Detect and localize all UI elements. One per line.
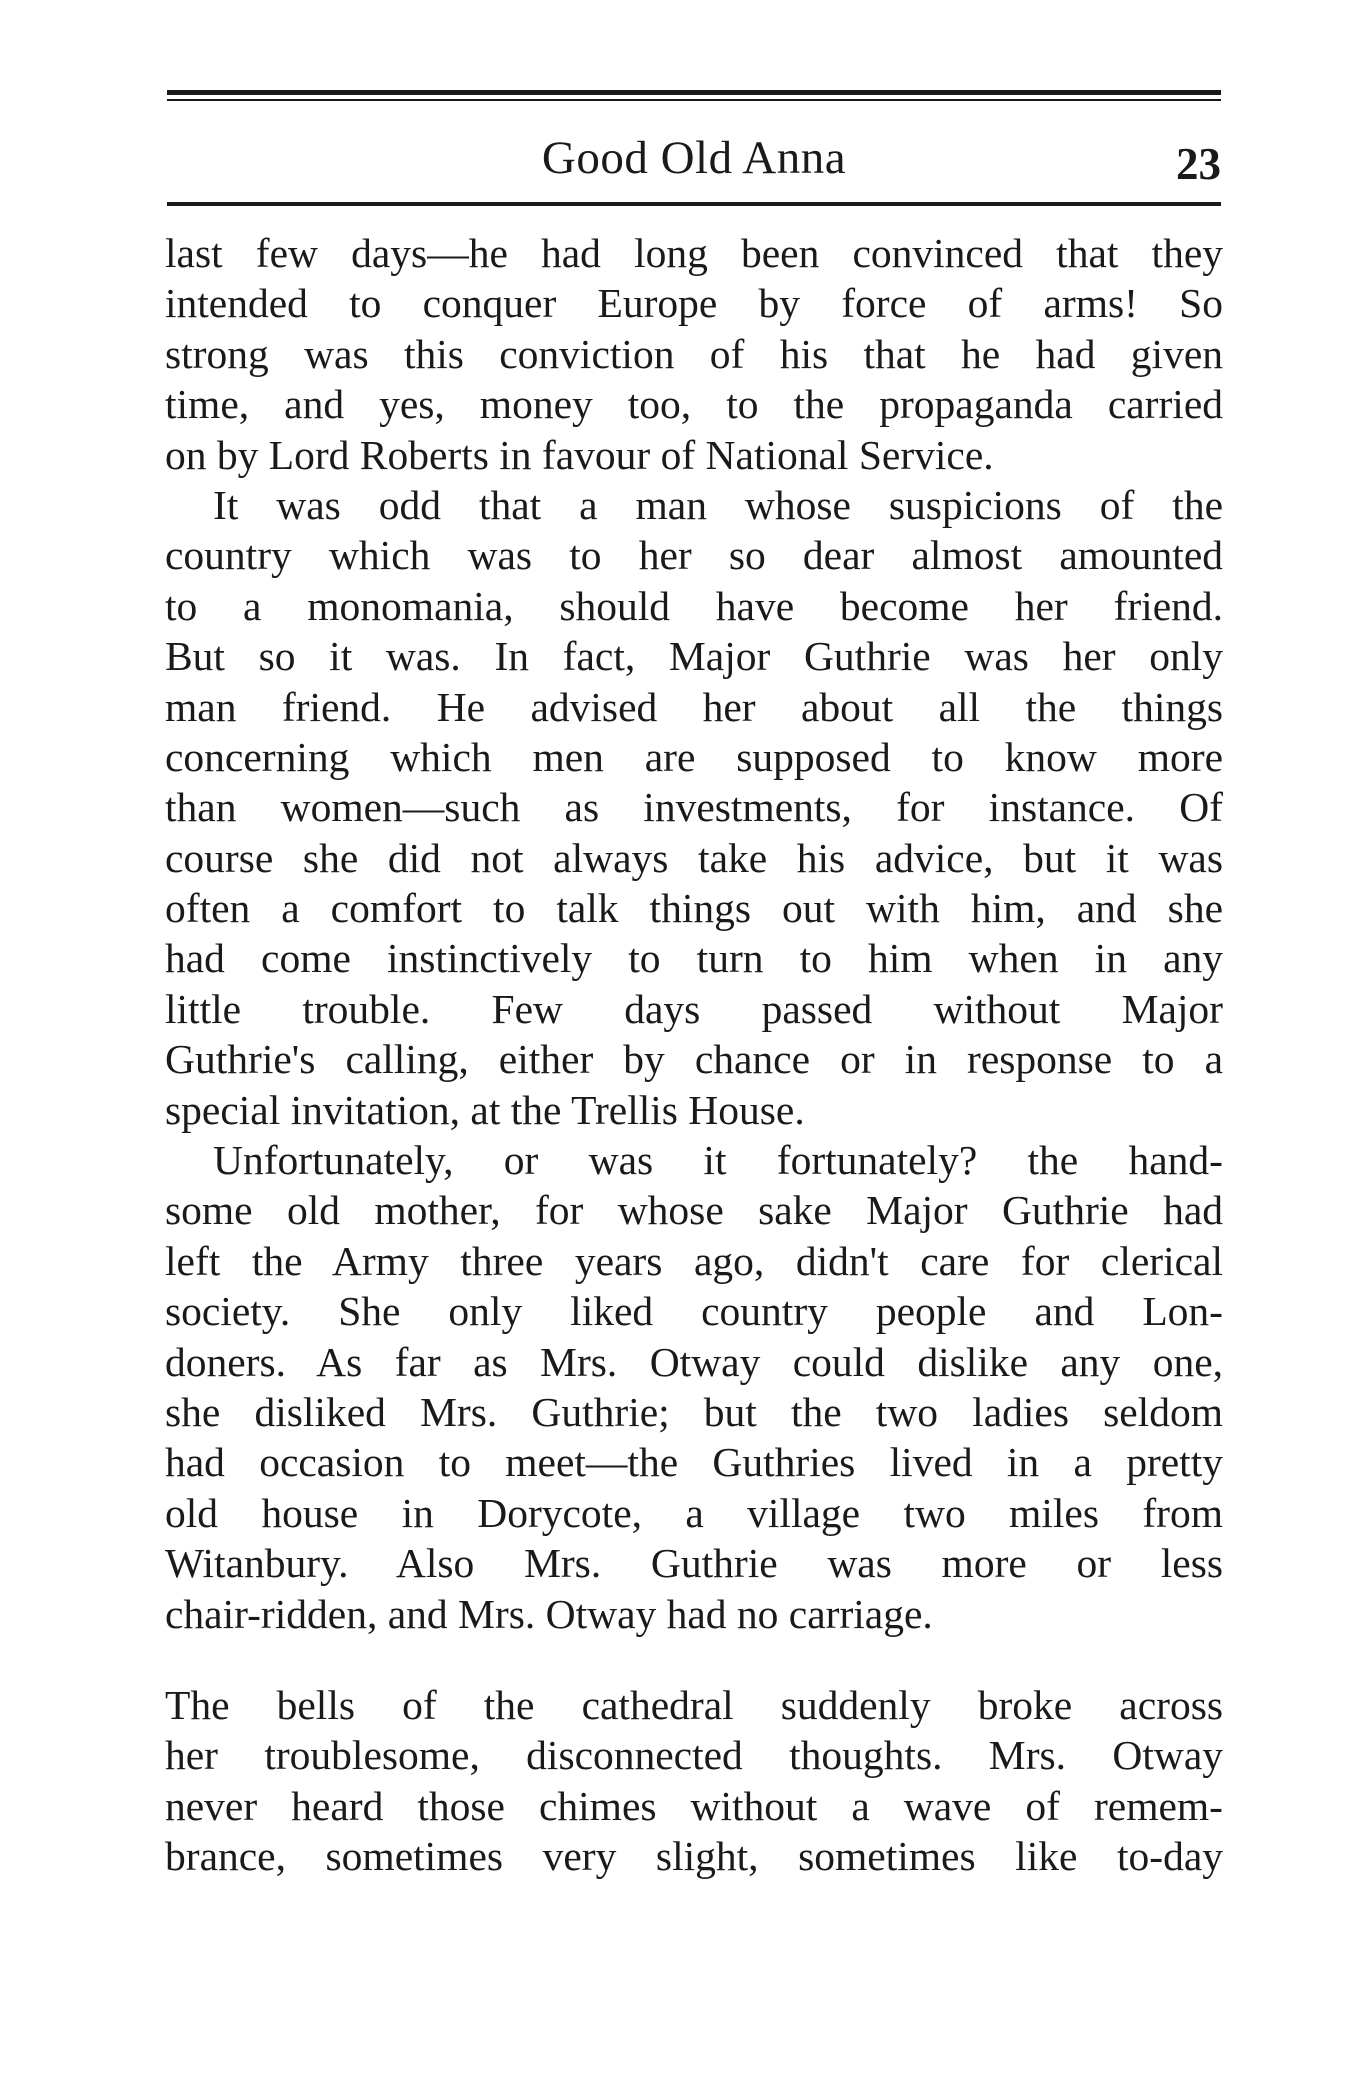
text-line: Witanbury. Also Mrs. Guthrie was more or less — [165, 1540, 1223, 1587]
text-line: society. She only liked country people and Lon- — [165, 1288, 1223, 1335]
text-line: some old mother, for whose sake Major Guthrie had — [165, 1187, 1223, 1234]
text-line: Unfortunately, or was it fortunately? the hand- — [213, 1137, 1223, 1184]
header-rule-thin — [167, 99, 1221, 101]
text-line: to a monomania, should have become her friend. — [165, 582, 1223, 629]
text-line: course she did not always take his advice, but it was — [165, 834, 1223, 881]
text-line: intended to conquer Europe by force of arms! So — [165, 280, 1223, 327]
text-line: country which was to her so dear almost amounted — [165, 532, 1223, 579]
running-head — [167, 128, 1221, 188]
text-line: concerning which men are supposed to know more — [165, 733, 1223, 780]
running-title: Good Old Anna — [541, 132, 847, 184]
body-text — [165, 228, 1223, 1639]
text-line: her troublesome, disconnected thoughts. Mrs. Otway — [165, 1732, 1223, 1779]
text-line: little trouble. Few days passed without Major — [165, 985, 1223, 1032]
text-line: It was odd that a man whose suspicions of the — [213, 481, 1223, 528]
text-line: had come instinctively to turn to him when in any — [165, 935, 1223, 982]
body-text-section-2 — [165, 1680, 1223, 1882]
header-rule-thick — [167, 90, 1221, 95]
text-line: she disliked Mrs. Guthrie; but the two ladies seldom — [165, 1388, 1223, 1435]
text-line: last few days—he had long been convinced that they — [165, 230, 1223, 276]
text-line: had occasion to meet—the Guthries lived in a pretty — [165, 1439, 1223, 1486]
text-line: doners. As far as Mrs. Otway could dislike any one, — [165, 1338, 1223, 1385]
text-line: chair-ridden, and Mrs. Otway had no carriage. — [165, 1590, 933, 1637]
text-line: Guthrie's calling, either by chance or in response to a — [165, 1036, 1223, 1083]
text-line: on by Lord Roberts in favour of National Service. — [165, 431, 994, 478]
text-line: old house in Dorycote, a village two miles from — [165, 1489, 1223, 1536]
page-number: 23 — [1176, 139, 1221, 189]
text-line: strong was this conviction of his that he had given — [165, 330, 1223, 377]
text-line: The bells of the cathedral suddenly broke across — [165, 1682, 1223, 1728]
text-line: But so it was. In fact, Major Guthrie was her only — [165, 633, 1223, 680]
text-line: left the Army three years ago, didn't care for clerical — [165, 1237, 1223, 1284]
text-line: special invitation, at the Trellis House. — [165, 1086, 805, 1133]
text-line: man friend. He advised her about all the things — [165, 683, 1223, 730]
header-rule-bottom — [167, 202, 1221, 206]
text-line: brance, sometimes very slight, sometimes like to-day — [165, 1833, 1223, 1880]
text-line: never heard those chimes without a wave of remem- — [165, 1782, 1223, 1829]
text-line: time, and yes, money too, to the propaganda carried — [165, 381, 1223, 428]
text-line: than women—such as investments, for instance. Of — [165, 784, 1223, 831]
text-line: often a comfort to talk things out with him, and she — [165, 885, 1223, 932]
